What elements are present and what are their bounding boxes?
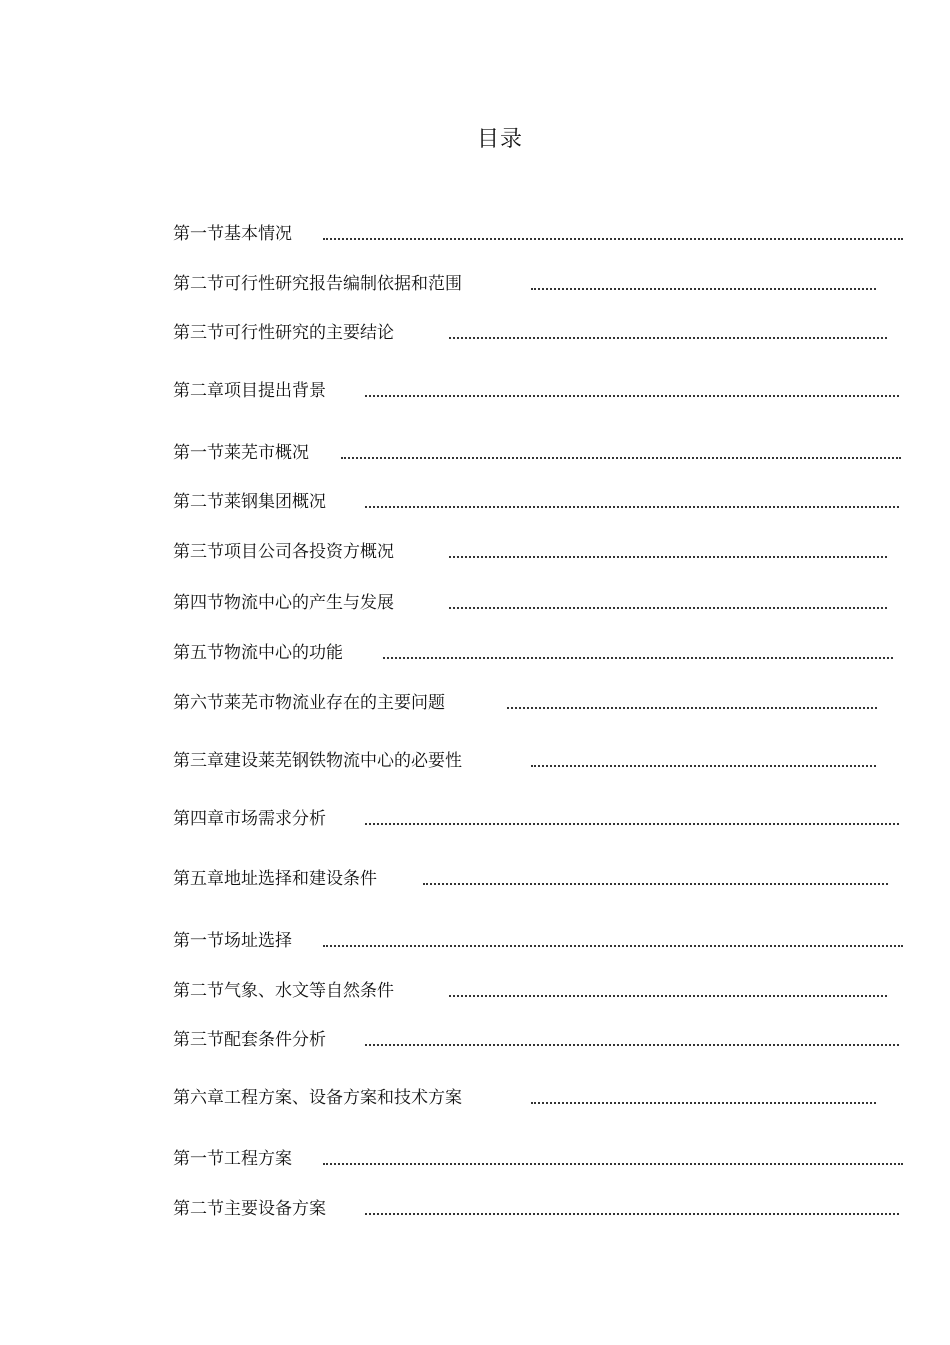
toc-entry-label: 第三节可行性研究的主要结论 [173,323,394,343]
toc-entry[interactable] [173,591,394,615]
dot-leader [449,597,887,609]
toc-entry-label: 第五章地址选择和建设条件 [173,869,377,889]
toc-entry-label: 第四章市场需求分析 [173,809,326,829]
toc-entry[interactable] [173,321,394,345]
toc-entry[interactable] [173,540,394,564]
toc-entry-label: 第六节莱芜市物流业存在的主要问题 [173,693,445,713]
dot-leader [449,327,887,339]
toc-entry-label: 第二章项目提出背景 [173,381,326,401]
toc-entry[interactable] [173,272,462,296]
toc-entry-label: 第三节项目公司各投资方概况 [173,542,394,562]
toc-entry[interactable] [173,379,326,403]
toc-entry[interactable] [173,441,309,465]
toc-entry-label: 第一节工程方案 [173,1149,292,1169]
dot-leader [365,1034,899,1046]
dot-leader [365,1203,899,1215]
toc-entry[interactable] [173,1086,462,1110]
toc-entry[interactable] [173,222,292,246]
toc-entry-label: 第二节可行性研究报告编制依据和范围 [173,274,462,294]
dot-leader [531,1092,876,1104]
dot-leader [323,1153,903,1165]
dot-leader [341,447,901,459]
toc-entry-label: 第二节气象、水文等自然条件 [173,981,394,1001]
dot-leader [323,935,903,947]
toc-entry-label: 第二节主要设备方案 [173,1199,326,1219]
toc-entry-label: 第四节物流中心的产生与发展 [173,593,394,613]
toc-entry[interactable] [173,807,326,831]
toc-entry[interactable] [173,749,462,773]
toc-entry-label: 第一节莱芜市概况 [173,443,309,463]
toc-entry-label: 第六章工程方案、设备方案和技术方案 [173,1088,462,1108]
dot-leader [365,385,899,397]
dot-leader [507,697,877,709]
toc-title: 目录 [476,127,523,152]
dot-leader [449,985,887,997]
toc-entry[interactable] [173,1147,292,1171]
dot-leader [383,647,893,659]
toc-entry-label: 第三节配套条件分析 [173,1030,326,1050]
dot-leader [365,496,899,508]
toc-entry-label: 第五节物流中心的功能 [173,643,343,663]
toc-entry-label: 第一节基本情况 [173,224,292,244]
dot-leader [531,278,876,290]
dot-leader [323,228,903,240]
toc-entry[interactable] [173,490,326,514]
dot-leader [531,755,876,767]
toc-entry[interactable] [173,641,343,665]
toc-entry-label: 第二节莱钢集团概况 [173,492,326,512]
dot-leader [365,813,899,825]
toc-entry[interactable] [173,929,292,953]
toc-entry[interactable] [173,867,377,891]
toc-entry[interactable] [173,1028,326,1052]
toc-entry-label: 第三章建设莱芜钢铁物流中心的必要性 [173,751,462,771]
toc-entry[interactable] [173,1197,326,1221]
dot-leader [423,873,888,885]
toc-entry[interactable] [173,691,445,715]
dot-leader [449,546,887,558]
toc-entry[interactable] [173,979,394,1003]
toc-entry-label: 第一节场址选择 [173,931,292,951]
